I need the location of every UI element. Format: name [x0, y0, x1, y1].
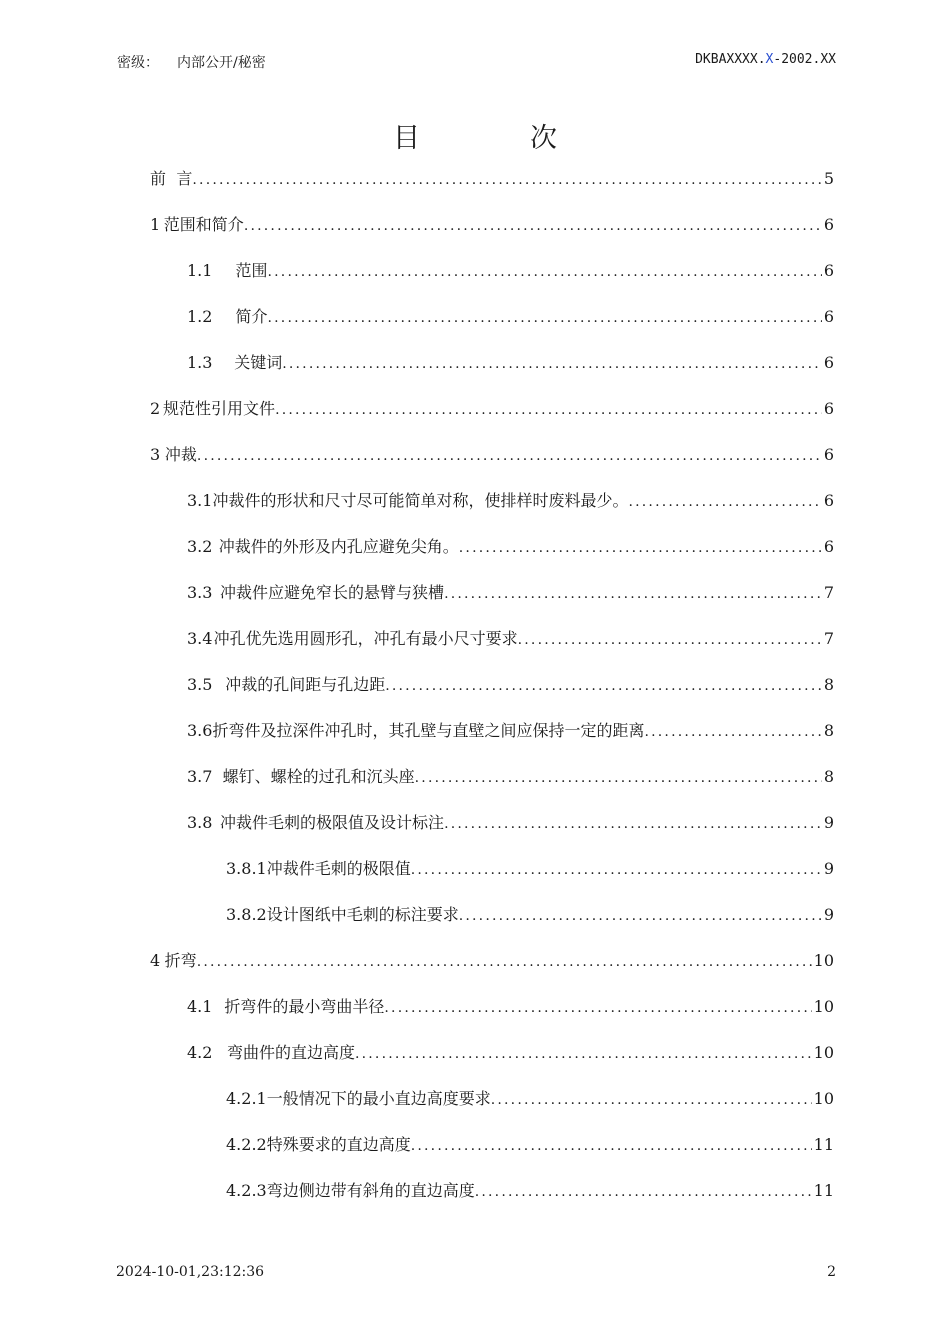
- toc-entry-number: 4.2.1: [226, 1089, 267, 1108]
- toc-entry-label: 冲裁的孔间距与孔边距: [225, 675, 386, 694]
- toc-leader-dots: [355, 1046, 812, 1062]
- toc-entry-page: 6: [823, 307, 834, 326]
- toc-entry-page: 7: [823, 629, 834, 648]
- toc-entry[interactable]: [187, 258, 834, 282]
- doc-code-suffix: -2002.XX: [773, 52, 836, 67]
- toc-entry-page: 9: [823, 859, 834, 878]
- toc-leader-dots: [244, 218, 822, 234]
- toc-entry-label: 折弯件及拉深件冲孔时，其孔壁与直壁之间应保持一定的距离: [212, 721, 645, 740]
- toc-entry-number: 3.8: [187, 813, 213, 832]
- toc-entry-label: 冲裁件应避免窄长的悬臂与狭槽: [220, 583, 445, 602]
- toc-leader-dots: [268, 264, 822, 280]
- toc-title-char-2: 次: [530, 123, 557, 154]
- toc-entry-number: 4.1: [187, 997, 213, 1016]
- toc-entry-label: 言: [176, 169, 193, 188]
- toc-entry-label: 冲裁件的形状和尺寸尽可能简单对称，使排样时废料最少。: [212, 491, 629, 510]
- toc-entry[interactable]: [226, 1178, 834, 1202]
- toc-entry-label: 冲裁件毛刺的极限值: [266, 859, 411, 878]
- toc-entry-label: 特殊要求的直边高度: [266, 1135, 411, 1154]
- toc-entry-page: 9: [823, 905, 834, 924]
- toc-entry-number: 前: [150, 169, 167, 188]
- doc-code-prefix: DKBAXXXX.: [695, 52, 766, 67]
- toc-title-char-1: 目: [393, 123, 420, 154]
- toc-entry-page: 10: [813, 1089, 834, 1108]
- toc-entry-number: 3.7: [187, 767, 213, 786]
- toc-entry-page: 5: [823, 169, 834, 188]
- toc-entry[interactable]: [226, 1132, 834, 1156]
- classification-label: 密级：: [117, 55, 159, 71]
- toc-leader-dots: [282, 356, 822, 372]
- toc-entry-label: 设计图纸中毛刺的标注要求: [266, 905, 459, 924]
- toc-entry-number: 3.8.1: [226, 859, 267, 878]
- toc-entry-label: 简介: [235, 307, 268, 326]
- toc-entry-label: 折弯: [164, 951, 197, 970]
- toc-entry-number: 3.3: [187, 583, 213, 602]
- toc-entry-page: 6: [823, 445, 834, 464]
- toc-entry-label: 冲裁: [164, 445, 197, 464]
- page-number: 2: [827, 1264, 836, 1280]
- toc-entry-label: 弯边侧边带有斜角的直边高度: [266, 1181, 475, 1200]
- toc-leader-dots: [459, 908, 822, 924]
- toc-entry-page: 9: [823, 813, 834, 832]
- toc-entry-number: 3.5: [187, 675, 213, 694]
- toc-entry[interactable]: [187, 1040, 834, 1064]
- toc-leader-dots: [415, 770, 822, 786]
- toc-entry-page: 8: [823, 767, 834, 786]
- toc-entry-number: 3.2: [187, 537, 213, 556]
- toc-leader-dots: [475, 1184, 812, 1200]
- toc-entry[interactable]: [187, 350, 834, 374]
- toc-entry-page: 6: [823, 399, 834, 418]
- toc-leader-dots: [491, 1092, 812, 1108]
- toc-entry-number: 4.2.3: [226, 1181, 267, 1200]
- toc-leader-dots: [444, 816, 822, 832]
- toc-entry-page: 10: [813, 997, 834, 1016]
- toc-entry-label: 一般情况下的最小直边高度要求: [266, 1089, 491, 1108]
- classification-value: 内部公开/秘密: [177, 55, 266, 71]
- toc-entry-page: 10: [813, 1043, 834, 1062]
- toc-entry[interactable]: [226, 902, 834, 926]
- toc-entry[interactable]: [226, 856, 834, 880]
- doc-code-mark: X: [765, 52, 774, 67]
- toc-leader-dots: [197, 954, 812, 970]
- toc-entry[interactable]: [187, 764, 834, 788]
- toc-entry[interactable]: [187, 488, 834, 512]
- toc-leader-dots: [275, 402, 822, 418]
- toc-entry-number: 3: [150, 445, 161, 464]
- toc-entry[interactable]: [187, 810, 834, 834]
- toc-leader-dots: [411, 1138, 812, 1154]
- toc-entry-label: 螺钉、螺栓的过孔和沉头座: [222, 767, 415, 786]
- toc-entry-page: 6: [823, 353, 834, 372]
- toc-leader-dots: [644, 724, 821, 740]
- toc-leader-dots: [411, 862, 822, 878]
- toc-entry-label: 冲孔优先选用圆形孔，冲孔有最小尺寸要求: [213, 629, 518, 648]
- toc-entry[interactable]: [150, 212, 834, 236]
- toc-leader-dots: [628, 494, 821, 510]
- toc-leader-dots: [268, 310, 822, 326]
- toc-entry-page: 11: [813, 1135, 834, 1154]
- toc-entry[interactable]: [187, 626, 834, 650]
- toc-entry[interactable]: [187, 304, 834, 328]
- toc-entry[interactable]: [150, 166, 834, 190]
- toc-leader-dots: [444, 586, 822, 602]
- toc-entry-number: 1: [150, 215, 161, 234]
- page-footer: [116, 1264, 836, 1284]
- toc-entry[interactable]: [187, 718, 834, 742]
- toc-entry-number: 1.3: [187, 353, 213, 372]
- toc-leader-dots: [384, 1000, 811, 1016]
- document-code: [695, 52, 836, 67]
- toc-entry-label: 范围和简介: [163, 215, 244, 234]
- toc-entry-page: 6: [823, 491, 834, 510]
- toc-leader-dots: [459, 540, 822, 556]
- toc-entry[interactable]: [187, 672, 834, 696]
- toc-entry[interactable]: [187, 580, 834, 604]
- toc-entry-number: 3.6: [187, 721, 213, 740]
- toc-entry-number: 2: [150, 399, 161, 418]
- toc-entry-label: 关键词: [234, 353, 283, 372]
- toc-entry-page: 6: [823, 537, 834, 556]
- toc-entry[interactable]: [150, 396, 834, 420]
- toc-entry[interactable]: [226, 1086, 834, 1110]
- toc-leader-dots: [518, 632, 822, 648]
- toc-leader-dots: [385, 678, 822, 694]
- toc-entry-page: 8: [823, 675, 834, 694]
- toc-entry-page: 11: [813, 1181, 834, 1200]
- toc-entry-number: 4.2.2: [226, 1135, 267, 1154]
- toc-entry-label: 范围: [235, 261, 268, 280]
- toc-leader-dots: [197, 448, 822, 464]
- toc-entry-number: 1.1: [187, 261, 213, 280]
- toc-entry-label: 冲裁件的外形及内孔应避免尖角。: [218, 537, 459, 556]
- toc-entry-label: 弯曲件的直边高度: [226, 1043, 355, 1062]
- toc-entry[interactable]: [187, 534, 834, 558]
- toc-entry-page: 10: [813, 951, 834, 970]
- toc-entry-number: 4: [150, 951, 161, 970]
- print-timestamp: 2024-10-01,23:12:36: [116, 1264, 265, 1280]
- toc-entry-label: 折弯件的最小弯曲半径: [224, 997, 385, 1016]
- toc-entry[interactable]: [150, 442, 834, 466]
- toc-entry-number: 3.8.2: [226, 905, 267, 924]
- toc-leader-dots: [192, 172, 821, 188]
- toc-entry-page: 6: [823, 261, 834, 280]
- toc-entry-number: 4.2: [187, 1043, 213, 1062]
- toc-entry-number: 3.1: [187, 491, 213, 510]
- toc-entry-number: 1.2: [187, 307, 213, 326]
- page-header: [117, 52, 836, 74]
- classification: [117, 52, 266, 72]
- toc-entry-number: 3.4: [187, 629, 213, 648]
- toc-entry-page: 7: [823, 583, 834, 602]
- toc-entry[interactable]: [150, 948, 834, 972]
- toc-entry-label: 规范性引用文件: [163, 399, 276, 418]
- toc-entry-label: 冲裁件毛刺的极限值及设计标注: [220, 813, 445, 832]
- toc-entry[interactable]: [187, 994, 834, 1018]
- toc-entry-page: 6: [823, 215, 834, 234]
- toc-title: [0, 116, 950, 155]
- toc-entry-page: 8: [823, 721, 834, 740]
